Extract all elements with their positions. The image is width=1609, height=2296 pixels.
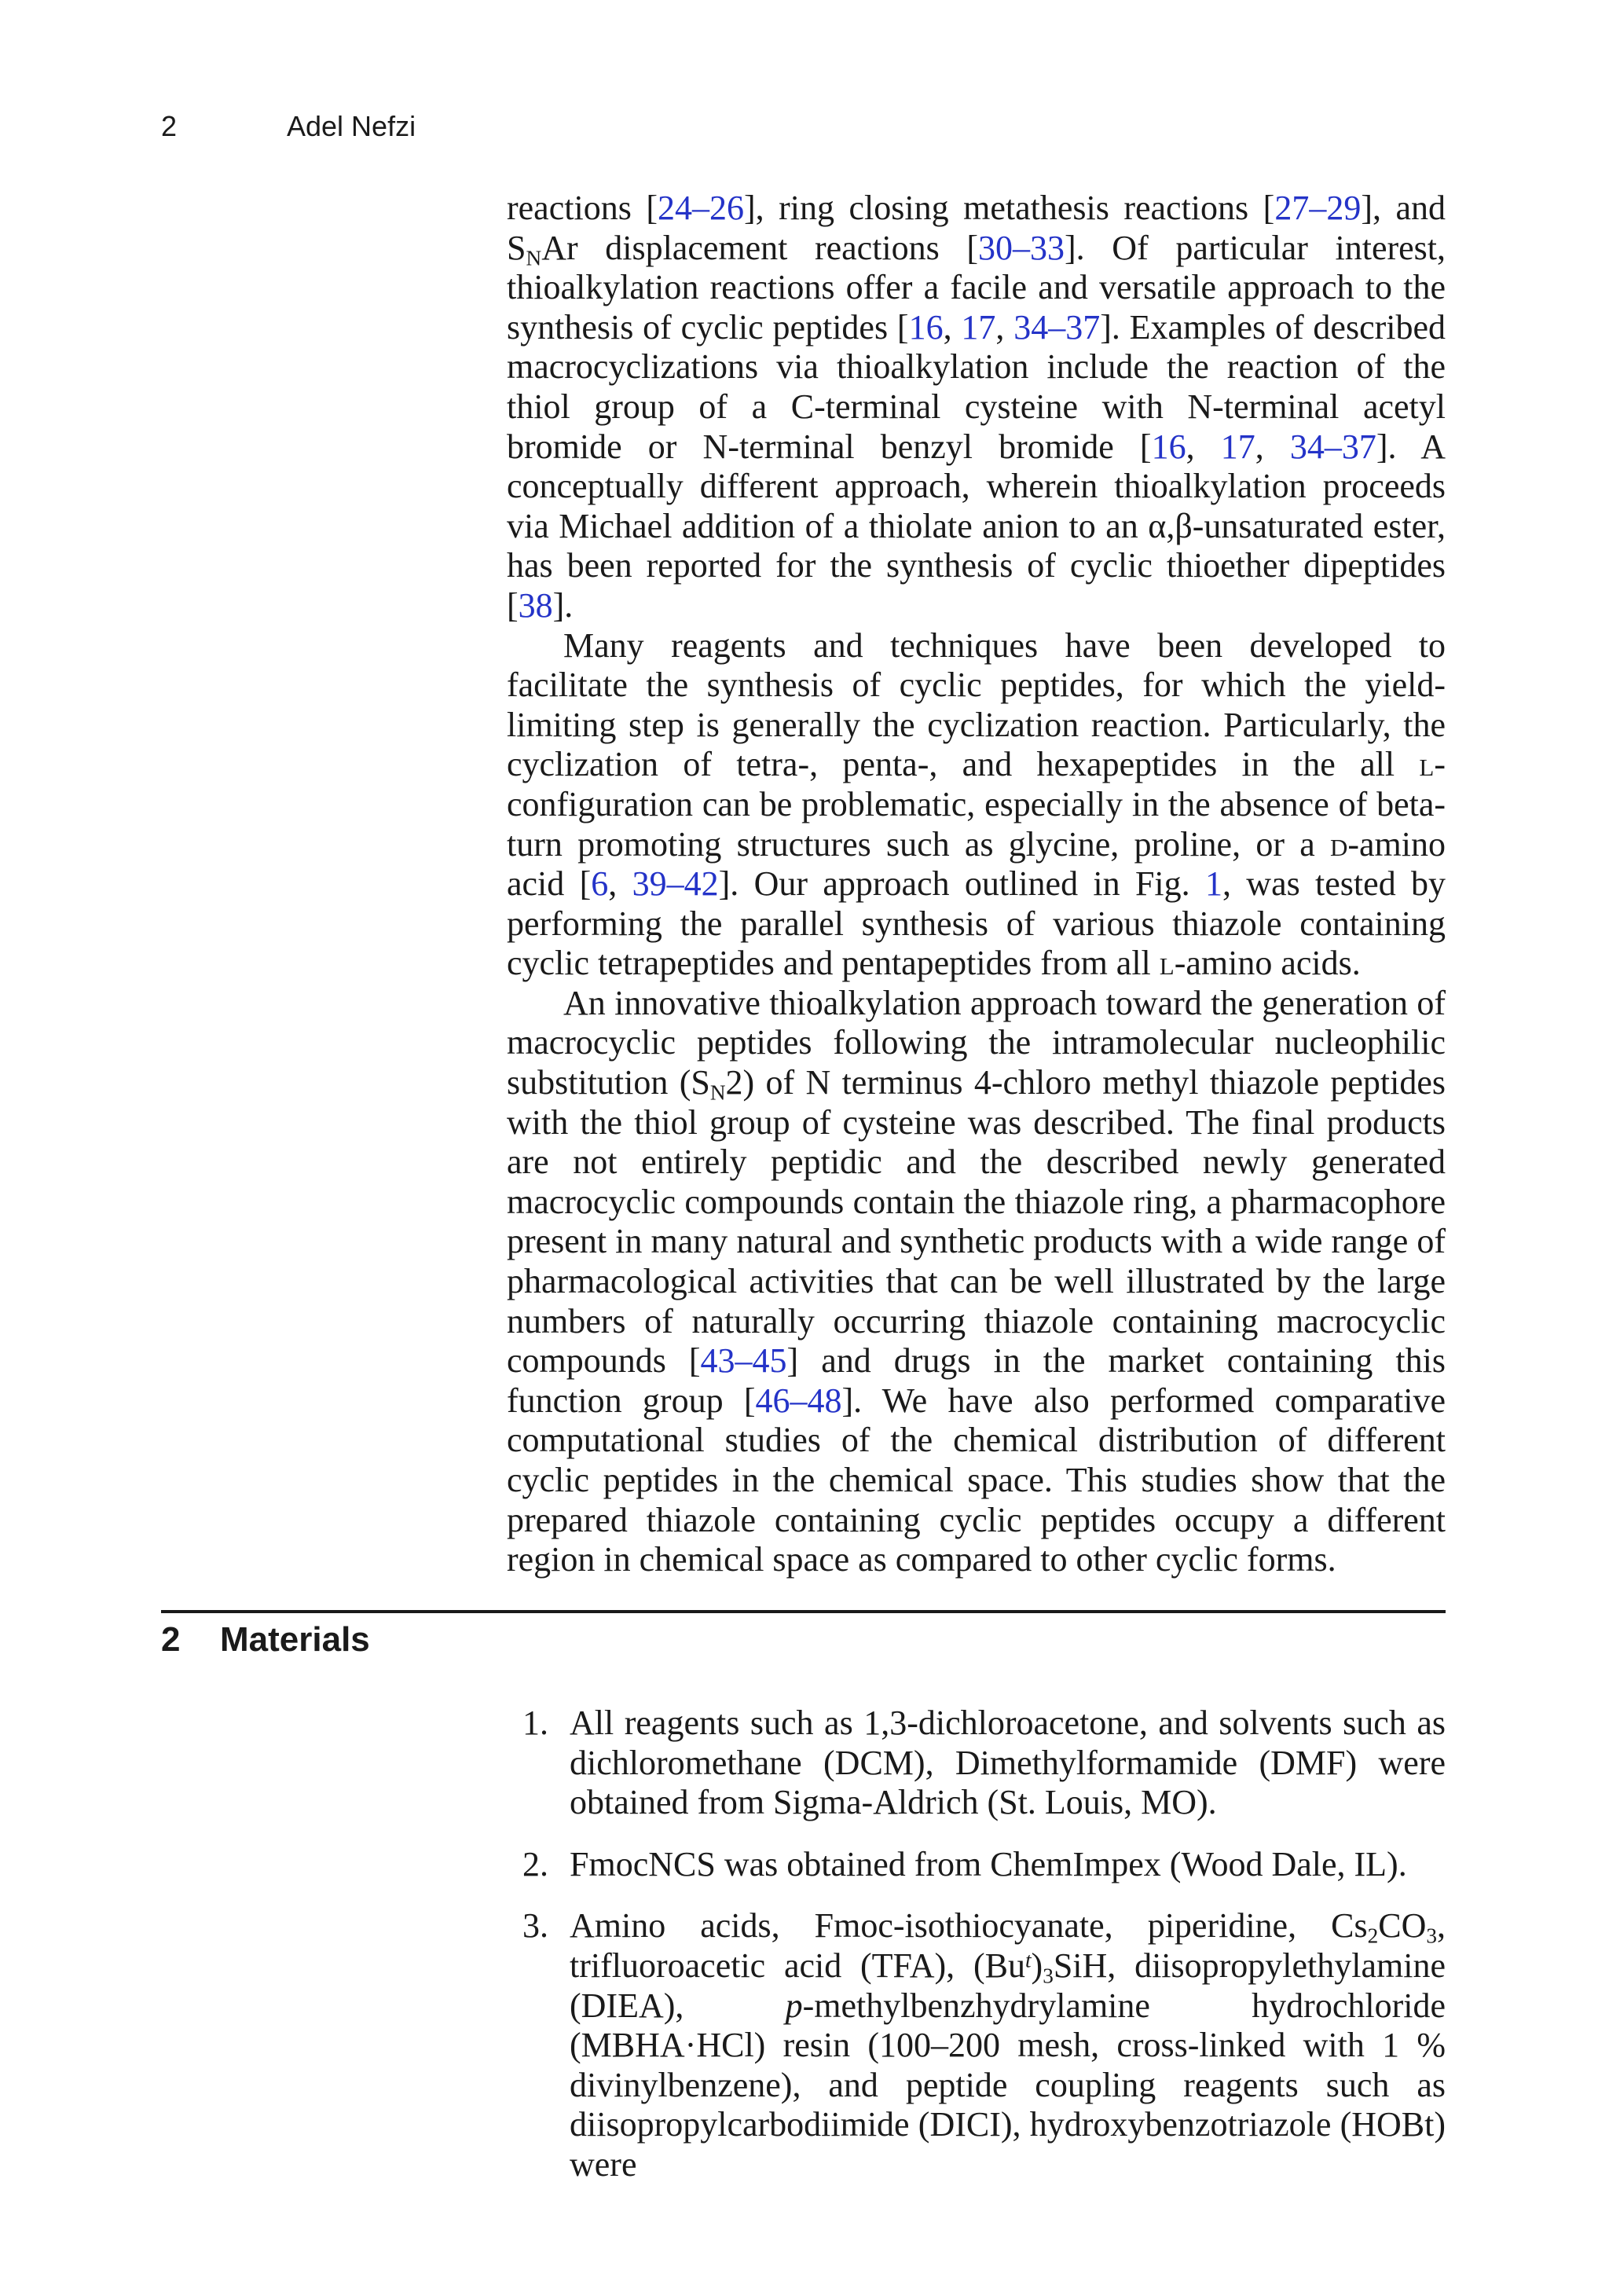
list-number: 2. (522, 1844, 548, 1883)
text-run: 2) of N terminus 4-chloro methyl thiazole peptides with the thiol group of cysteine was described. The final products are not entirely peptidic and the described newly generated macrocyclic compounds contain the thiazole ring, a pharmacophore present in many natural and synthetic products with a wide range of pharmacological activities that can be well illustrated by the large numbers of naturally occurring thiazole containing macrocyclic compounds [ (507, 1063, 1446, 1381)
running-head (161, 110, 416, 143)
section-heading (161, 1620, 370, 1660)
text-run: ]. We have also performed comparative computational studies of the chemical distribution of different cyclic peptides in the chemical space. This studies show that the prepared thiazole containing cyclic peptides occupy a different region in chemical space as compared to other cyclic forms. (507, 1381, 1446, 1579)
text-run: ]. A conceptually different approach, wherein thioalkylation proceeds via Michael addition of a thiolate anion to an α,β-unsaturated ester, has been reported for the synthesis of cyclic thioether dipeptides [ (507, 427, 1446, 625)
citation-link[interactable]: 16 (908, 307, 944, 347)
text-run: -configuration can be problematic, especially in the absence of beta-turn promoting structures such as glycine, proline, or a (507, 745, 1446, 864)
list-number: 3. (522, 1906, 548, 1946)
small-caps: l (1419, 745, 1435, 784)
citation-link[interactable]: 46–48 (755, 1381, 842, 1420)
subscript: 2 (1367, 1924, 1379, 1948)
text-run: SiH, diisopropylethylamine (DIEA), (570, 1946, 1446, 2025)
running-author: Adel Nefzi (287, 110, 416, 142)
text-run: , (608, 864, 632, 904)
citation-link[interactable]: 24–26 (657, 189, 744, 227)
section-rule (161, 1610, 1446, 1613)
list-item (507, 1704, 1446, 1823)
text-run: ]. Our approach outlined in Fig. (718, 864, 1205, 904)
list-text: All reagents such as 1,3-dichloroacetone, and solvents such as dichloromethane (DCM), Dimethylformamide (DMF) were obtained from Sigma-Aldrich (St. Louis, MO). (570, 1704, 1446, 1822)
citation-link[interactable]: 38 (518, 585, 553, 625)
text-run: ]. Examples of described macrocyclizations via thioalkylation include the reaction of the thiol group of a C-terminal cysteine with N-terminal acetyl bromide or N-terminal benzyl bromide [ (507, 307, 1446, 466)
text-run: , (943, 307, 962, 347)
list-item (507, 1845, 1446, 1885)
citation-link[interactable]: 39–42 (632, 864, 719, 904)
text-run: ]. Of particular interest, thioalkylation reactions offer a facile and versatile approach to the synthesis of cyclic peptides [ (507, 228, 1446, 347)
citation-link[interactable]: 30–33 (978, 228, 1065, 267)
subscript: 3 (1043, 1964, 1054, 1988)
paragraph-1 (507, 189, 1446, 626)
text-run: -amino acid [ (507, 824, 1446, 904)
text-run: ] and drugs in the market containing this function group [ (507, 1341, 1446, 1420)
section-number: 2 (161, 1620, 181, 1659)
text-run: Amino acids, Fmoc-isothiocyanate, piperidine, Cs (570, 1906, 1368, 1946)
text-run: , (995, 307, 1014, 347)
section-title: Materials (220, 1620, 370, 1659)
italic-run: p (785, 1986, 803, 2025)
body-text (507, 189, 1446, 1580)
paragraph-2 (507, 626, 1446, 984)
paragraph-3 (507, 984, 1446, 1580)
citation-link[interactable]: 27–29 (1274, 189, 1362, 227)
citation-link[interactable]: 16 (1151, 427, 1186, 466)
list-text (570, 1906, 1446, 2184)
text-run: , (1255, 427, 1290, 466)
list-text: FmocNCS was obtained from ChemImpex (Wood Dale, IL). (570, 1844, 1407, 1883)
text-run: -methylbenzhydrylamine hydrochloride (MBHA·HCl) resin (100–200 mesh, cross-linked with 1 % divinylbenzene), and peptide coupling reagents such as diisopropylcarbodiimide (DICI), hydroxybenzotriazole (HOBt) were (570, 1986, 1446, 2184)
citation-link[interactable]: 17 (961, 307, 996, 347)
subscript: N (526, 246, 542, 270)
small-caps: l (1159, 944, 1175, 983)
figure-link[interactable]: 1 (1204, 864, 1222, 904)
text-run: An innovative thioalkylation approach toward the generation of macrocyclic peptides following the intramolecular nucleophilic substitution (S (507, 983, 1446, 1102)
citation-link[interactable]: 34–37 (1289, 427, 1376, 466)
text-run: , trifluoroacetic acid (TFA), (Bu (570, 1906, 1446, 1985)
text-run: CO (1378, 1906, 1427, 1946)
citation-link[interactable]: 6 (591, 864, 609, 904)
superscript: t (1024, 1948, 1032, 1972)
subscript: N (709, 1080, 726, 1105)
citation-link[interactable]: 43–45 (700, 1341, 787, 1381)
page-number: 2 (161, 110, 178, 142)
subscript: 3 (1426, 1924, 1437, 1948)
text-run: Many reagents and techniques have been developed to facilitate the synthesis of cyclic peptides, for which the yield-limiting step is generally the cyclization reaction. Particularly, the cyclization of tetra-, penta-, and hexapeptides in the all (507, 625, 1446, 784)
small-caps: d (1329, 824, 1348, 864)
text-run: -amino acids. (1174, 944, 1361, 983)
list-number: 1. (522, 1704, 548, 1742)
materials-list (507, 1704, 1446, 2207)
text-run: reactions [ (507, 189, 658, 227)
citation-link[interactable]: 34–37 (1013, 307, 1101, 347)
list-item (507, 1906, 1446, 2184)
text-run: ], and S (507, 189, 1446, 267)
text-run: ], ring closing metathesis reactions [ (743, 189, 1275, 227)
text-run: ]. (552, 585, 574, 625)
text-run: ) (1031, 1946, 1043, 1985)
citation-link[interactable]: 17 (1220, 427, 1255, 466)
text-run: , (1186, 427, 1221, 466)
text-run: , was tested by performing the parallel synthesis of various thiazole containing cyclic tetrapeptides and pentapeptides from all (507, 864, 1446, 983)
text-run: Ar displacement reactions [ (541, 228, 979, 267)
